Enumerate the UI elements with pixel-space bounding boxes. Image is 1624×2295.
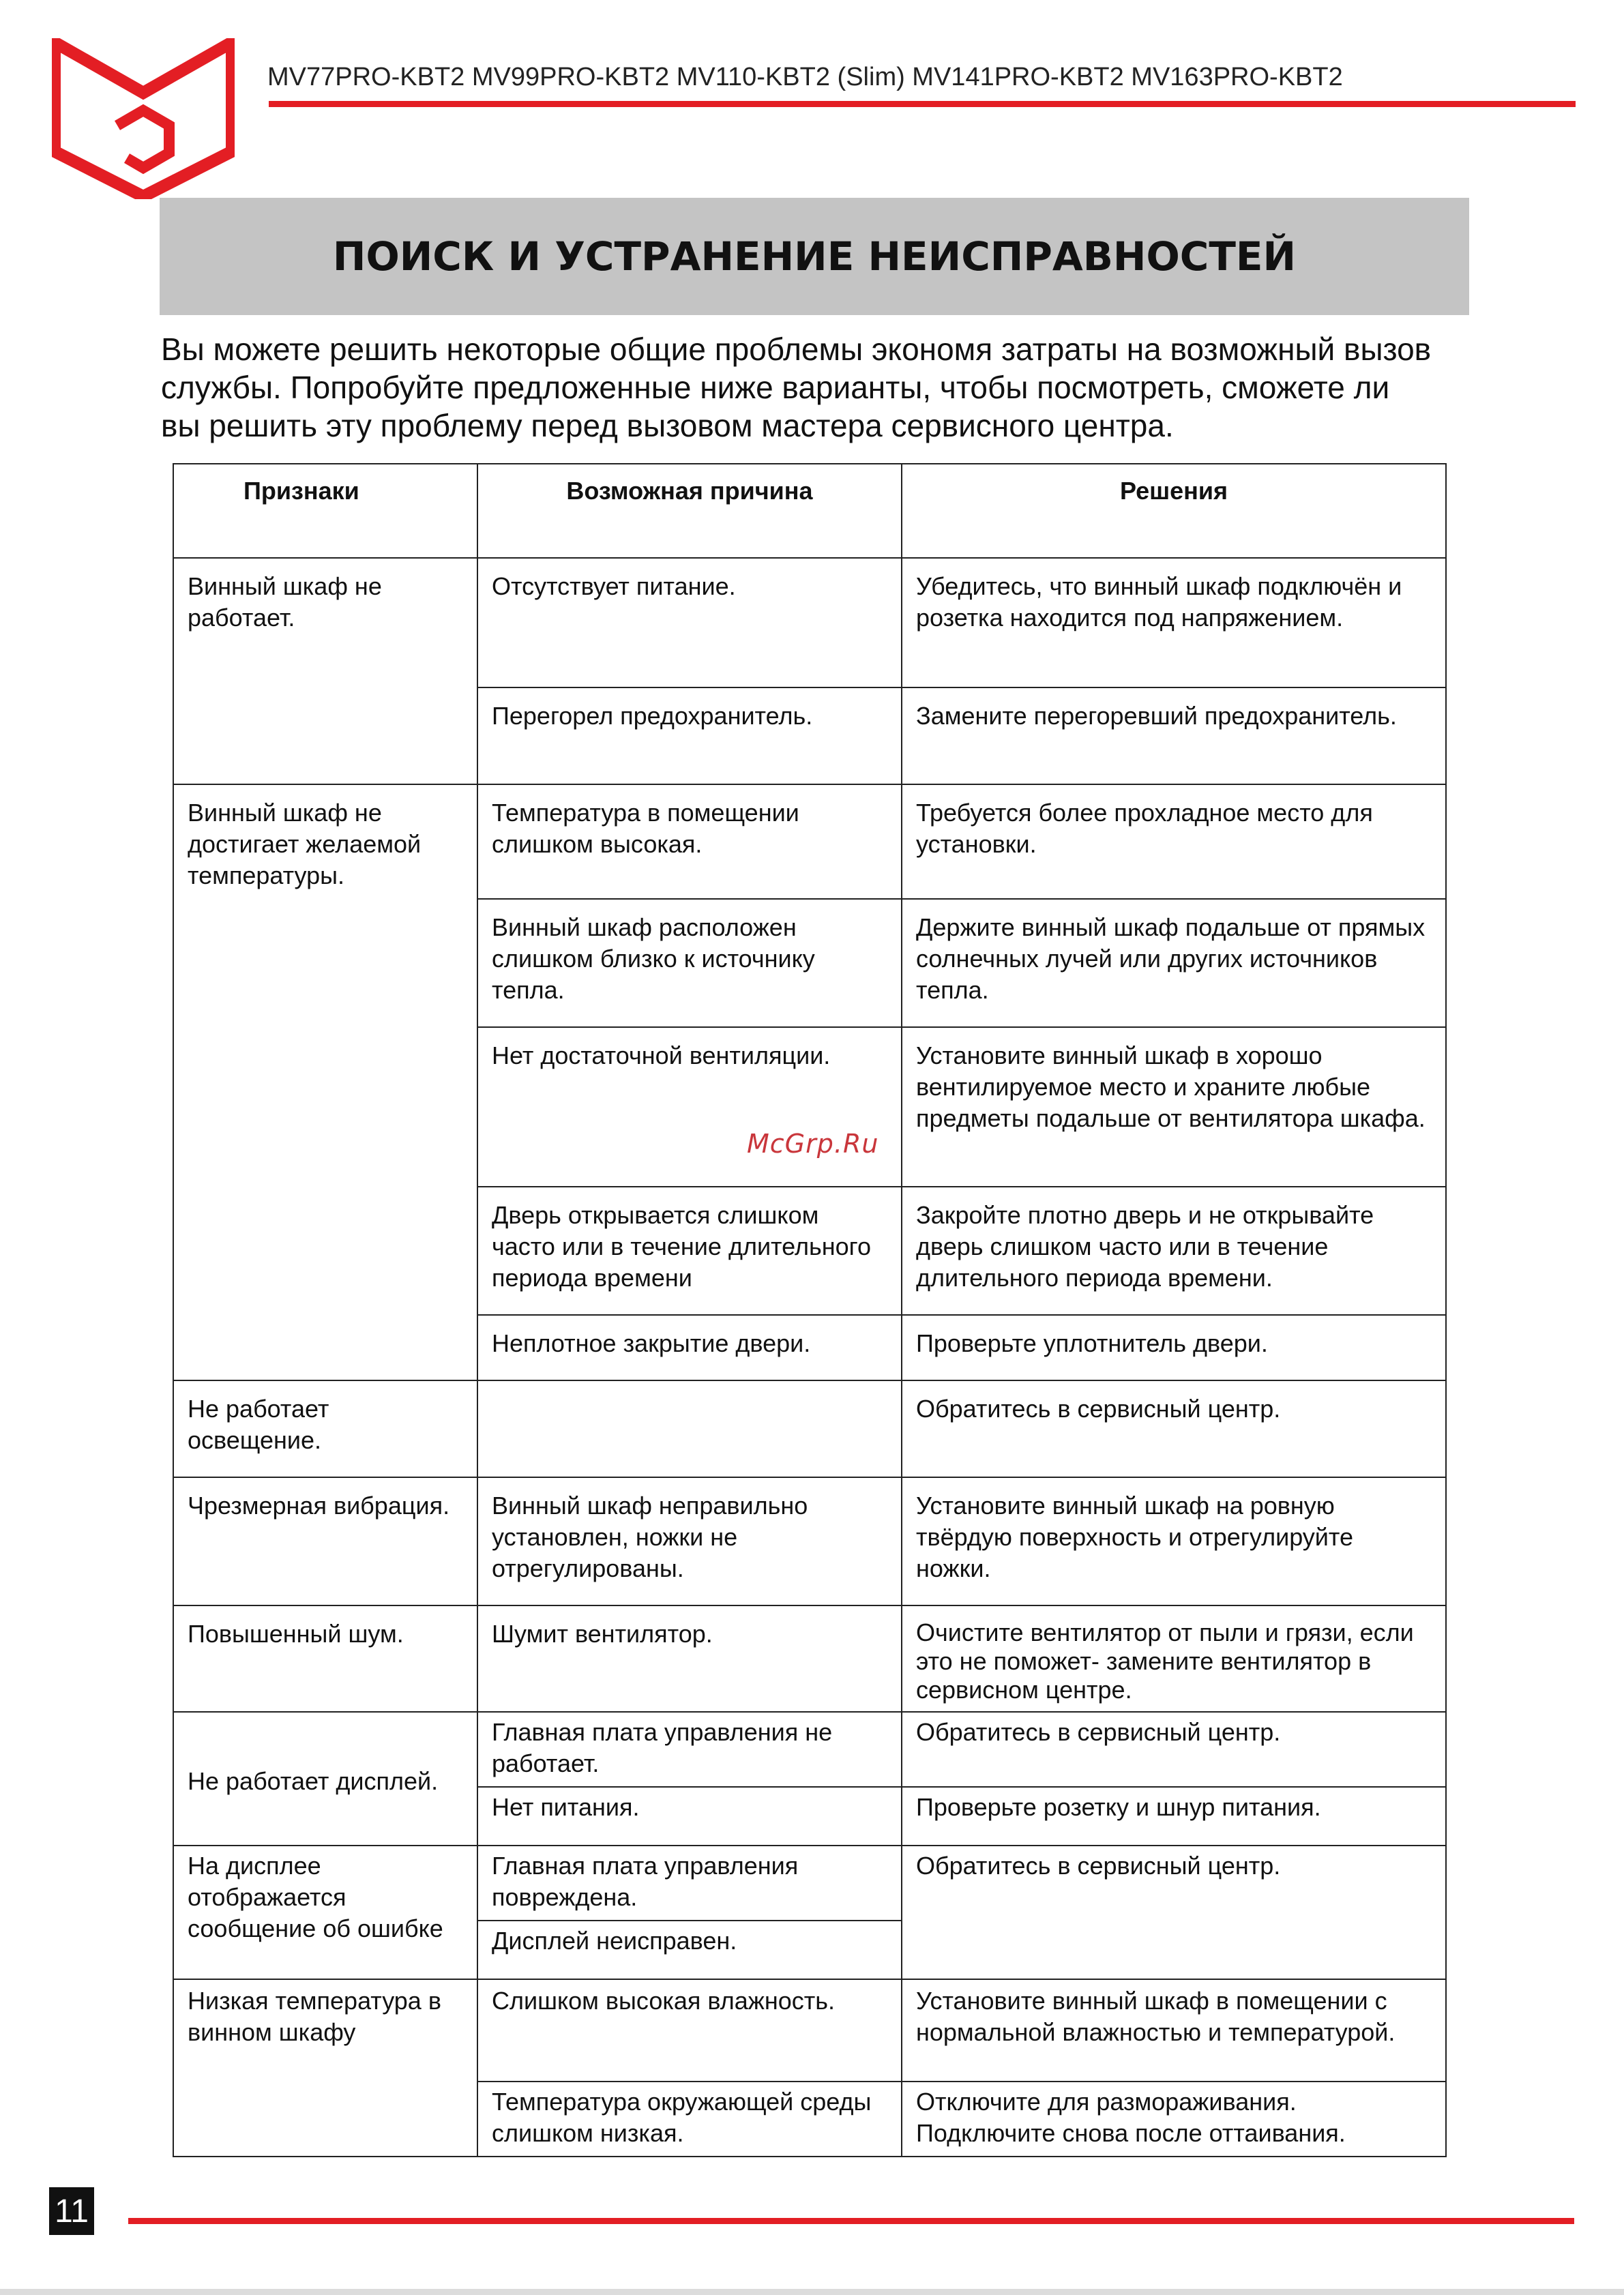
table-row (173, 558, 1446, 687)
solution-cell: Установите винный шкаф в помещении с нормальной влажностью и температурой. (902, 1979, 1446, 2082)
intro-line: Вы можете решить некоторые общие проблемы экономя затраты на возможный вызов (161, 331, 1432, 367)
cause-cell: Температура в помещении слишком высокая. (477, 784, 902, 899)
table-row (173, 1712, 1446, 1787)
table-row (173, 1477, 1446, 1605)
table-row (173, 1979, 1446, 2082)
cause-cell: Главная плата управления не работает. (477, 1712, 902, 1787)
solution-cell: Обратитесь в сервисный центр. (902, 1846, 1446, 1979)
title-banner (160, 198, 1469, 315)
cause-cell: Слишком высокая влажность. (477, 1979, 902, 2082)
symptom-cell: Винный шкаф не работает. (173, 558, 477, 784)
solution-cell: Обратитесь в сервисный центр. (902, 1712, 1446, 1787)
solution-cell: Держите винный шкаф подальше от прямых солнечных лучей или других источников тепла. (902, 899, 1446, 1027)
troubleshooting-table (173, 463, 1447, 2157)
symptom-cell: На дисплее отображается сообщение об ошибке (173, 1846, 477, 1979)
page-title: ПОИСК И УСТРАНЕНИЕ НЕИСПРАВНОСТЕЙ (332, 233, 1297, 280)
footer-divider (128, 2218, 1574, 2224)
header-divider (269, 101, 1576, 107)
watermark: McGrp.Ru (747, 1129, 879, 1159)
solution-cell: Очистите вентилятор от пыли и грязи, если это не поможет- замените вентилятор в сервисном центре. (902, 1605, 1446, 1712)
page-number: 11 (49, 2187, 94, 2235)
cause-cell: Нет достаточной вентиляции. (477, 1027, 902, 1187)
cause-cell: Отсутствует питание. (477, 558, 902, 687)
table-row (173, 1846, 1446, 1921)
intro-paragraph (161, 330, 1491, 445)
symptom-cell: Не работает дисплей. (173, 1712, 477, 1846)
table-header-row (173, 464, 1446, 558)
symptom-cell: Не работает освещение. (173, 1380, 477, 1477)
cause-cell: Перегорел предохранитель. (477, 687, 902, 784)
solution-cell: Убедитесь, что винный шкаф подключён и розетка находится под напряжением. (902, 558, 1446, 687)
header-symptoms: Признаки (173, 464, 477, 558)
solution-cell: Замените перегоревший предохранитель. (902, 687, 1446, 784)
bottom-band (0, 2289, 1624, 2295)
cause-cell: Главная плата управления повреждена. (477, 1846, 902, 1921)
symptom-cell: Повышенный шум. (173, 1605, 477, 1712)
intro-line: вы решить эту проблему перед вызовом мастера сервисного центра. (161, 408, 1174, 443)
brand-logo (52, 38, 235, 199)
symptom-cell: Низкая температура в винном шкафу (173, 1979, 477, 2157)
cause-cell: Винный шкаф расположен слишком близко к источнику тепла. (477, 899, 902, 1027)
solution-cell: Закройте плотно дверь и не открывайте дверь слишком часто или в течение длительного периода времени. (902, 1187, 1446, 1315)
symptom-cell: Винный шкаф не достигает желаемой температуры. (173, 784, 477, 1380)
header-solutions: Решения (902, 464, 1446, 558)
cause-cell: Нет питания. (477, 1787, 902, 1846)
cause-cell: Дисплей неисправен. (477, 1921, 902, 1979)
solution-cell: Обратитесь в сервисный центр. (902, 1380, 1446, 1477)
cause-cell: Дверь открывается слишком часто или в течение длительного периода времени (477, 1187, 902, 1315)
cause-cell (477, 1380, 902, 1477)
cause-cell: Винный шкаф неправильно установлен, ножки не отрегулированы. (477, 1477, 902, 1605)
intro-line: службы. Попробуйте предложенные ниже варианты, чтобы посмотреть, сможете ли (161, 370, 1390, 405)
cause-cell: Температура окружающей среды слишком низкая. (477, 2082, 902, 2157)
solution-cell: Проверьте уплотнитель двери. (902, 1315, 1446, 1380)
symptom-cell: Чрезмерная вибрация. (173, 1477, 477, 1605)
table-row (173, 1605, 1446, 1712)
cause-cell: Шумит вентилятор. (477, 1605, 902, 1712)
solution-cell: Установите винный шкаф в хорошо вентилируемое место и храните любые предметы подальше от вентилятора шкафа. (902, 1027, 1446, 1187)
header-cause: Возможная причина (477, 464, 902, 558)
header-models: MV77PRO-KBT2 MV99PRO-KBT2 MV110-KBT2 (Slim) MV141PRO-KBT2 MV163PRO-KBT2 (267, 63, 1343, 91)
table-row (173, 1380, 1446, 1477)
solution-cell: Отключите для размораживания. Подключите снова после оттаивания. (902, 2082, 1446, 2157)
solution-cell: Проверьте розетку и шнур питания. (902, 1787, 1446, 1846)
solution-cell: Требуется более прохладное место для установки. (902, 784, 1446, 899)
table-row (173, 784, 1446, 899)
cause-cell: Неплотное закрытие двери. (477, 1315, 902, 1380)
solution-cell: Установите винный шкаф на ровную твёрдую поверхность и отрегулируйте ножки. (902, 1477, 1446, 1605)
